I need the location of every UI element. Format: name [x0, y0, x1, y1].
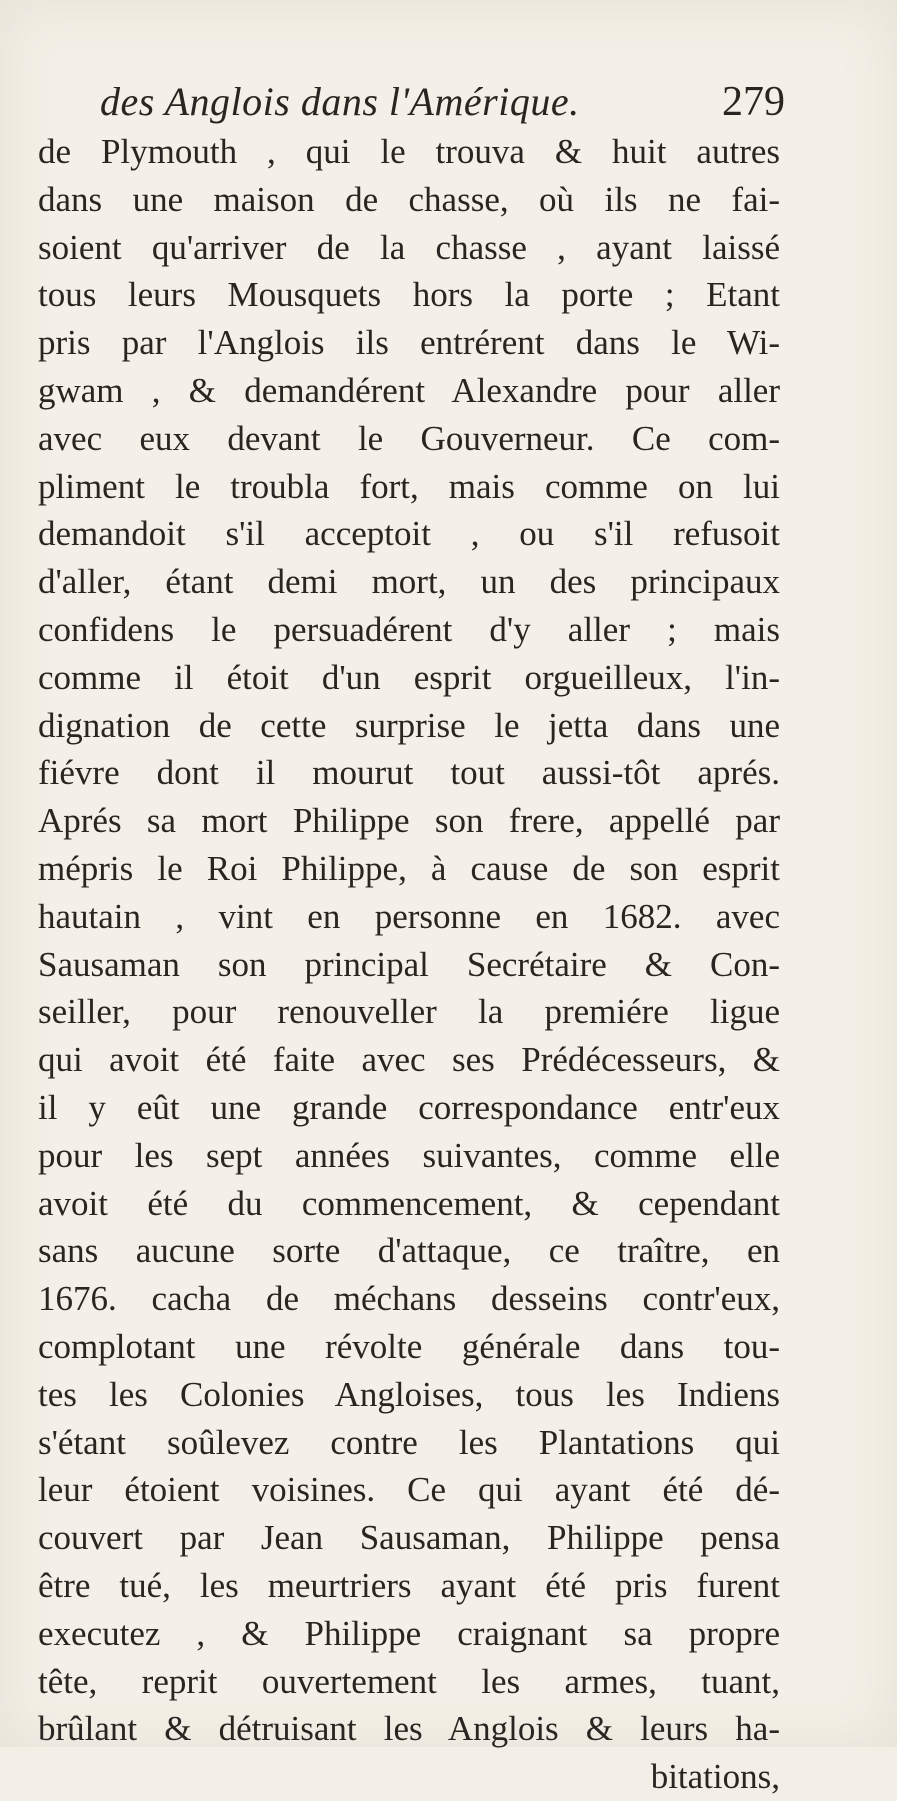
text-line: tête, reprit ouvertement les armes, tuant,	[38, 1661, 780, 1701]
text-line: confidens le persuadérent d'y aller ; mais	[38, 609, 780, 649]
text-line: de Plymouth , qui le trouva & huit autres	[38, 132, 780, 171]
text-line: complotant une révolte générale dans tou-	[38, 1326, 780, 1366]
text-line: leur étoient voisines. Ce qui ayant été dé-	[38, 1470, 780, 1510]
text-line: Sausaman son principal Secrétaire & Con-	[38, 944, 780, 984]
text-line: gwam , & demandérent Alexandre pour aller	[38, 370, 780, 410]
text-line: s'étant soûlevez contre les Plantations qui	[38, 1422, 780, 1462]
text-line: qui avoit été faite avec ses Prédécesseurs, &	[38, 1040, 780, 1080]
text-line: avec eux devant le Gouverneur. Ce com-	[38, 418, 780, 458]
text-line: soient qu'arriver de la chasse , ayant laissé	[38, 227, 780, 267]
running-head: des Anglois dans l'Amérique.	[100, 79, 580, 124]
text-line: tous leurs Mousquets hors la porte ; Etant	[38, 275, 780, 315]
text-line: executez , & Philippe craignant sa propre	[38, 1613, 780, 1653]
text-line: sans aucune sorte d'attaque, ce traître, en	[38, 1231, 780, 1271]
body-text	[38, 128, 780, 1801]
text-line: 1676. cacha de méchans desseins contr'eux,	[38, 1279, 780, 1319]
text-line: pour les sept années suivantes, comme elle	[38, 1135, 780, 1175]
text-line: Aprés sa mort Philippe son frere, appellé par	[38, 801, 780, 841]
text-line: brûlant & détruisant les Anglois & leurs ha-	[38, 1709, 780, 1749]
text-line: pris par l'Anglois ils entrérent dans le Wi-	[38, 323, 780, 363]
text-line: dignation de cette surprise le jetta dans une	[38, 705, 780, 745]
text-line: fiévre dont il mourut tout aussi-tôt aprés.	[38, 753, 780, 793]
text-line: dans une maison de chasse, où ils ne fai-	[38, 179, 780, 219]
text-line: il y eût une grande correspondance entr'eux	[38, 1087, 780, 1127]
text-line: mépris le Roi Philippe, à cause de son esprit	[38, 848, 780, 888]
text-line: avoit été du commencement, & cependant	[38, 1183, 780, 1223]
text-line: hautain , vint en personne en 1682. avec	[38, 896, 780, 936]
text-line: couvert par Jean Sausaman, Philippe pensa	[38, 1518, 780, 1558]
text-line-last: bitations,	[650, 1757, 780, 1797]
text-line: être tué, les meurtriers ayant été pris furent	[38, 1565, 780, 1605]
text-line: comme il étoit d'un esprit orgueilleux, l'in-	[38, 657, 780, 697]
page-number: 279	[722, 79, 785, 125]
text-line: d'aller, étant demi mort, un des principaux	[38, 562, 780, 602]
text-line: tes les Colonies Angloises, tous les Indiens	[38, 1374, 780, 1414]
text-line: demandoit s'il acceptoit , ou s'il refusoit	[38, 514, 780, 554]
text-line: seiller, pour renouveller la premiére ligue	[38, 992, 780, 1032]
text-line: pliment le troubla fort, mais comme on lui	[38, 466, 780, 506]
